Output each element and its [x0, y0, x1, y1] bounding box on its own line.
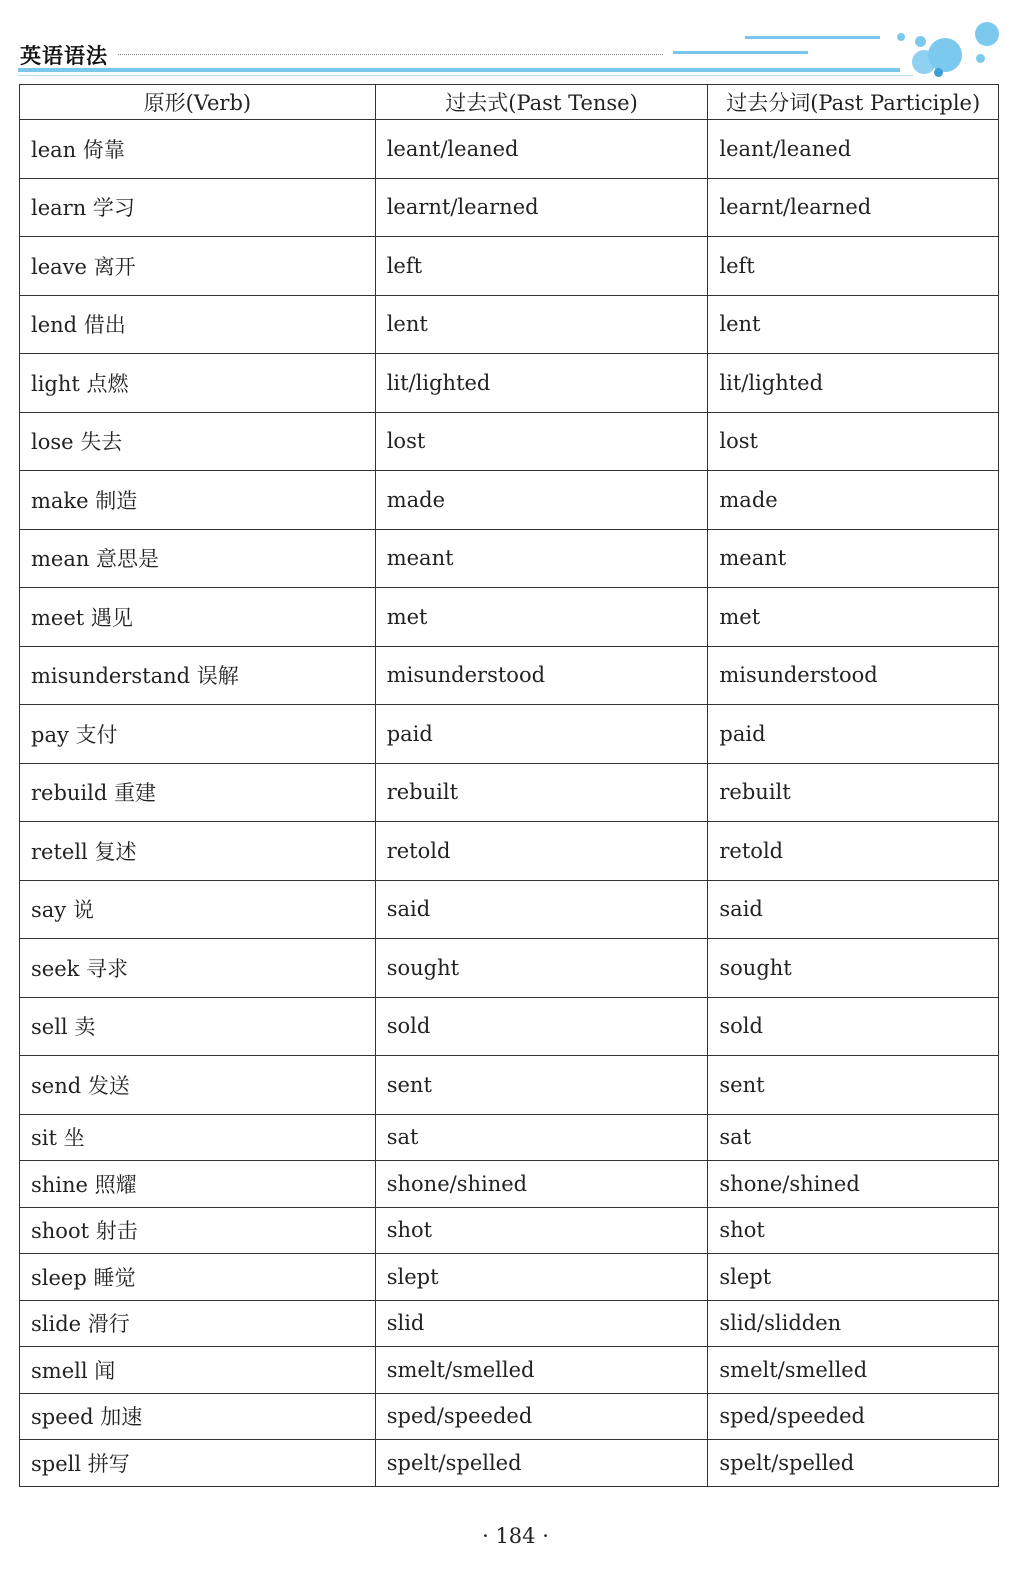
table-row: [20, 588, 999, 647]
past-participle-cell: slept: [708, 1254, 999, 1301]
table-row: [20, 1207, 999, 1254]
past-tense-cell: met: [375, 588, 708, 647]
decor-bubble: [975, 22, 999, 46]
table-row: [20, 1393, 999, 1440]
table-row: [20, 1300, 999, 1347]
past-participle-cell: shot: [708, 1207, 999, 1254]
table-header-row: [20, 85, 999, 120]
past-tense-cell: lent: [375, 295, 708, 354]
verb-cell: lose 失去: [20, 412, 376, 471]
verb-cell: misunderstand 误解: [20, 646, 376, 705]
verb-cell: send 发送: [20, 1056, 376, 1115]
past-tense-cell: sped/speeded: [375, 1393, 708, 1440]
decor-bar: [745, 36, 880, 39]
header-rule-thin: [18, 75, 913, 76]
decor-bubble: [976, 54, 985, 63]
past-participle-cell: meant: [708, 529, 999, 588]
table-row: [20, 880, 999, 939]
past-tense-cell: sat: [375, 1114, 708, 1161]
verb-cell: shoot 射击: [20, 1207, 376, 1254]
past-tense-cell: shone/shined: [375, 1161, 708, 1208]
past-participle-cell: smelt/smelled: [708, 1347, 999, 1394]
past-participle-cell: made: [708, 471, 999, 530]
decor-bubble: [912, 50, 936, 74]
column-header-past-participle: 过去分词(Past Participle): [708, 85, 999, 120]
verb-cell: speed 加速: [20, 1393, 376, 1440]
table-row: [20, 1056, 999, 1115]
table-row: [20, 295, 999, 354]
table-row: [20, 1114, 999, 1161]
page-header: [0, 0, 1031, 84]
verb-cell: meet 遇见: [20, 588, 376, 647]
past-participle-cell: said: [708, 880, 999, 939]
past-tense-cell: left: [375, 237, 708, 296]
column-header-verb: 原形(Verb): [20, 85, 376, 120]
verb-cell: sit 坐: [20, 1114, 376, 1161]
verb-cell: shine 照耀: [20, 1161, 376, 1208]
verb-cell: rebuild 重建: [20, 763, 376, 822]
verb-cell: lean 倚靠: [20, 120, 376, 179]
table-row: [20, 997, 999, 1056]
verb-cell: learn 学习: [20, 178, 376, 237]
header-dotted-line: [118, 54, 663, 55]
past-participle-cell: leant/leaned: [708, 120, 999, 179]
verb-cell: leave 离开: [20, 237, 376, 296]
table-row: [20, 763, 999, 822]
past-participle-cell: sped/speeded: [708, 1393, 999, 1440]
verb-cell: sell 卖: [20, 997, 376, 1056]
table-row: [20, 939, 999, 998]
past-participle-cell: sent: [708, 1056, 999, 1115]
irregular-verbs-table: [19, 84, 999, 1487]
table-row: [20, 237, 999, 296]
past-tense-cell: meant: [375, 529, 708, 588]
verb-cell: say 说: [20, 880, 376, 939]
table-row: [20, 471, 999, 530]
page-number: · 184 ·: [482, 1524, 549, 1548]
past-participle-cell: retold: [708, 822, 999, 881]
past-participle-cell: met: [708, 588, 999, 647]
past-participle-cell: sold: [708, 997, 999, 1056]
verb-cell: seek 寻求: [20, 939, 376, 998]
verb-cell: mean 意思是: [20, 529, 376, 588]
past-participle-cell: sat: [708, 1114, 999, 1161]
past-tense-cell: said: [375, 880, 708, 939]
table-row: [20, 412, 999, 471]
past-tense-cell: rebuilt: [375, 763, 708, 822]
past-tense-cell: sent: [375, 1056, 708, 1115]
past-participle-cell: learnt/learned: [708, 178, 999, 237]
verb-cell: light 点燃: [20, 354, 376, 413]
past-participle-cell: paid: [708, 705, 999, 764]
past-participle-cell: lent: [708, 295, 999, 354]
past-tense-cell: smelt/smelled: [375, 1347, 708, 1394]
past-tense-cell: slid: [375, 1300, 708, 1347]
verb-cell: slide 滑行: [20, 1300, 376, 1347]
past-participle-cell: spelt/spelled: [708, 1440, 999, 1487]
past-tense-cell: shot: [375, 1207, 708, 1254]
verb-cell: spell 拼写: [20, 1440, 376, 1487]
column-header-past-tense: 过去式(Past Tense): [375, 85, 708, 120]
past-tense-cell: paid: [375, 705, 708, 764]
past-tense-cell: learnt/learned: [375, 178, 708, 237]
past-participle-cell: sought: [708, 939, 999, 998]
past-tense-cell: sought: [375, 939, 708, 998]
verb-cell: make 制造: [20, 471, 376, 530]
table-row: [20, 354, 999, 413]
table-row: [20, 822, 999, 881]
decor-bubble: [915, 36, 926, 47]
past-participle-cell: left: [708, 237, 999, 296]
table-row: [20, 178, 999, 237]
table-row: [20, 1161, 999, 1208]
verb-cell: pay 支付: [20, 705, 376, 764]
past-participle-cell: lit/lighted: [708, 354, 999, 413]
past-tense-cell: slept: [375, 1254, 708, 1301]
table-row: [20, 120, 999, 179]
decor-bubble: [934, 68, 943, 77]
past-participle-cell: misunderstood: [708, 646, 999, 705]
header-rule: [18, 68, 900, 72]
past-tense-cell: made: [375, 471, 708, 530]
past-tense-cell: leant/leaned: [375, 120, 708, 179]
verb-cell: lend 借出: [20, 295, 376, 354]
table-row: [20, 1347, 999, 1394]
past-participle-cell: lost: [708, 412, 999, 471]
past-participle-cell: shone/shined: [708, 1161, 999, 1208]
verb-cell: smell 闻: [20, 1347, 376, 1394]
past-tense-cell: lost: [375, 412, 708, 471]
decor-bubble: [897, 33, 905, 41]
table-row: [20, 646, 999, 705]
past-participle-cell: slid/slidden: [708, 1300, 999, 1347]
decor-bar: [673, 51, 808, 54]
past-tense-cell: lit/lighted: [375, 354, 708, 413]
table-row: [20, 529, 999, 588]
verb-cell: sleep 睡觉: [20, 1254, 376, 1301]
past-tense-cell: sold: [375, 997, 708, 1056]
verb-cell: retell 复述: [20, 822, 376, 881]
past-tense-cell: retold: [375, 822, 708, 881]
past-participle-cell: rebuilt: [708, 763, 999, 822]
book-title: 英语语法: [20, 44, 108, 68]
table-row: [20, 1440, 999, 1487]
table-row: [20, 705, 999, 764]
past-tense-cell: spelt/spelled: [375, 1440, 708, 1487]
past-tense-cell: misunderstood: [375, 646, 708, 705]
table-row: [20, 1254, 999, 1301]
